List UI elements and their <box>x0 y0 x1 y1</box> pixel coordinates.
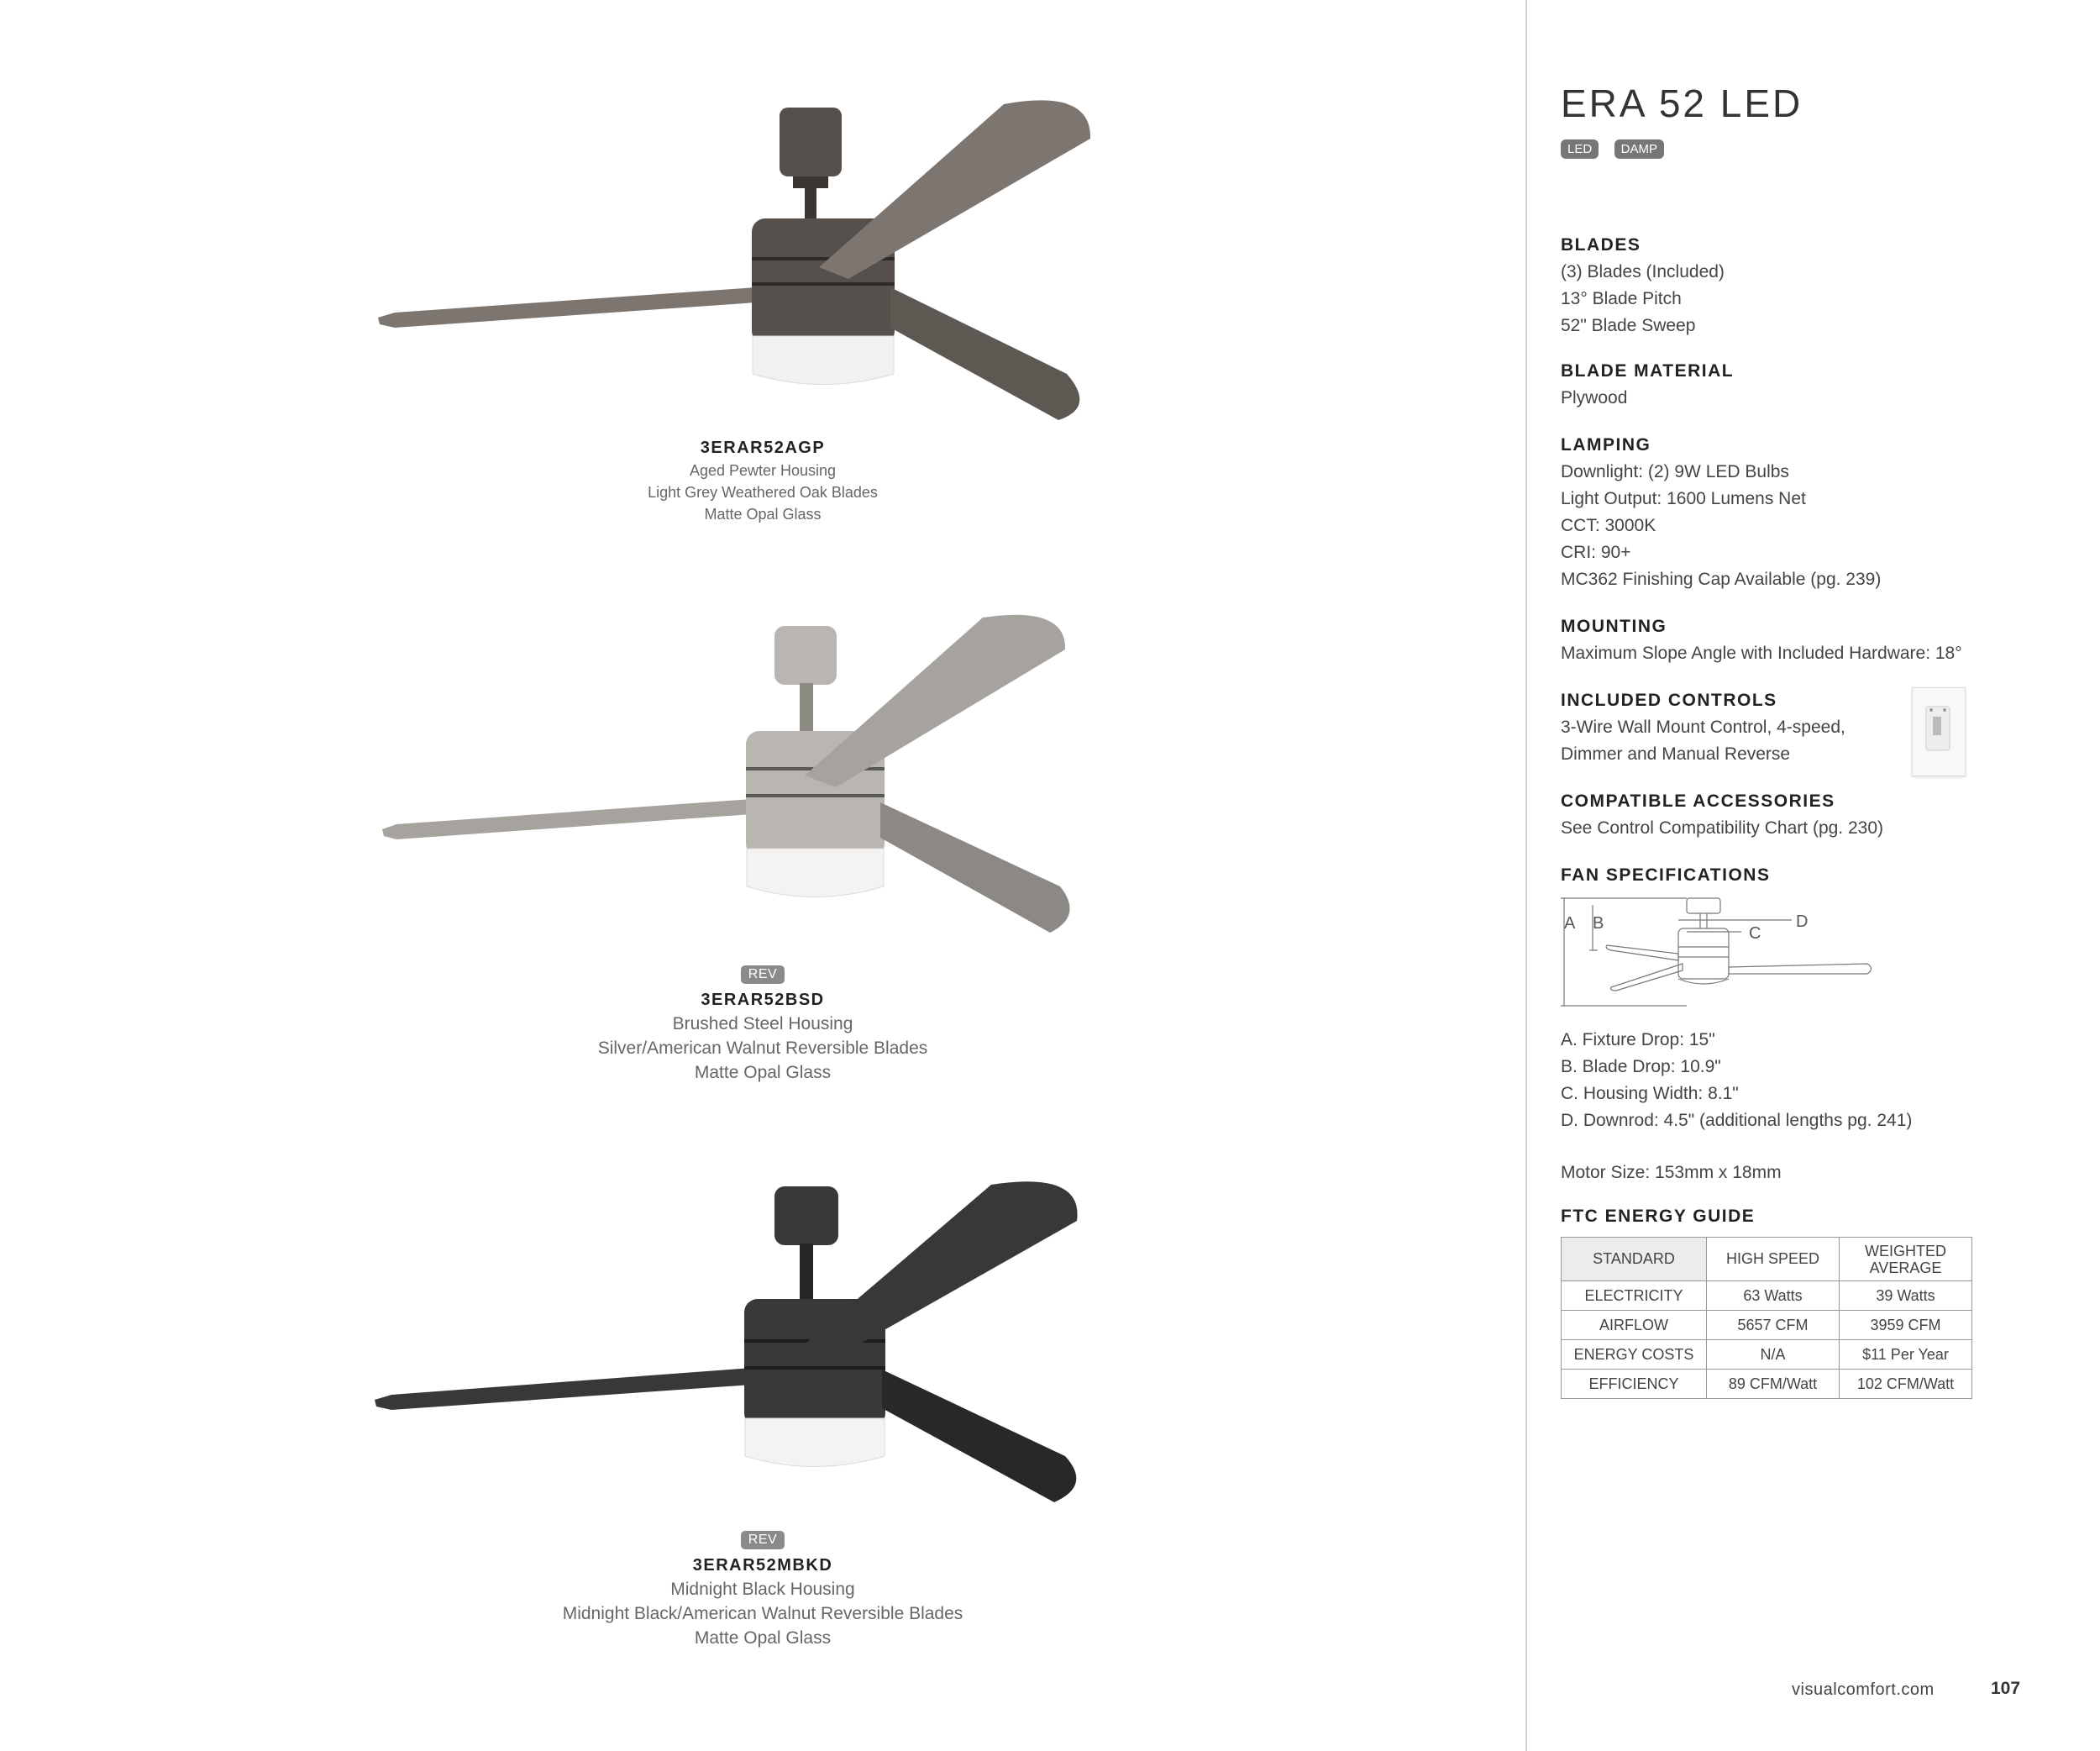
product-blades: Light Grey Weathered Oak Blades <box>648 484 878 501</box>
fan-blade-left <box>382 799 752 839</box>
fan-blade-upper-right <box>806 1181 1078 1356</box>
product-housing: Brushed Steel Housing <box>672 1014 853 1033</box>
product-blades: Silver/American Walnut Reversible Blades <box>597 1039 928 1058</box>
section-line: Dimmer and Manual Reverse <box>1561 744 1791 764</box>
header-weighted-average: WEIGHTED AVERAGE <box>1840 1238 1972 1281</box>
fan-blade-left <box>378 287 756 328</box>
fan-blade-left <box>375 1368 752 1410</box>
section-heading: INCLUDED CONTROLS <box>1561 691 1777 710</box>
section-line: See Control Compatibility Chart (pg. 230) <box>1561 818 1884 838</box>
dimension-list <box>1561 1027 2065 1134</box>
section-heading: COMPATIBLE ACCESSORIES <box>1561 791 1835 811</box>
product-caption <box>0 439 1525 525</box>
header-high-speed: HIGH SPEED <box>1707 1238 1840 1281</box>
motor-size-text: Motor Size: 153mm x 18mm <box>1561 1163 1782 1182</box>
product-housing: Midnight Black Housing <box>670 1580 855 1599</box>
fan-canopy <box>774 626 837 685</box>
fan-blade-lower-right <box>890 287 1079 420</box>
led-badge: LED <box>1561 139 1599 159</box>
section-line: MC362 Finishing Cap Available (pg. 239) <box>1561 570 1882 589</box>
section-line: 3-Wire Wall Mount Control, 4-speed, <box>1561 718 1845 737</box>
table-row <box>1562 1370 1972 1399</box>
table-cell: ELECTRICITY <box>1562 1281 1707 1311</box>
section-line: Light Output: 1600 Lumens Net <box>1561 489 1806 508</box>
wall-control-image <box>1912 687 1966 776</box>
wall-control-icon <box>1913 688 1965 776</box>
fan-light-glass <box>747 849 884 897</box>
section-line: Plywood <box>1561 388 1628 408</box>
table-cell: 102 CFM/Watt <box>1840 1370 1972 1399</box>
dim-label-a: A <box>1564 914 1576 933</box>
product-glass: Matte Opal Glass <box>694 1628 832 1648</box>
fan-image-midnight-black <box>0 1175 1525 1528</box>
table-cell: 5657 CFM <box>1707 1311 1840 1340</box>
section-energy-guide <box>1561 1207 2065 1230</box>
product-caption <box>0 1531 1525 1650</box>
section-heading: LAMPING <box>1561 435 1651 455</box>
fan-canopy <box>780 108 842 176</box>
section-compatible-accessories <box>1561 791 2065 842</box>
product-sku: 3ERAR52AGP <box>700 439 826 457</box>
section-line: Downlight: (2) 9W LED Bulbs <box>1561 462 1789 481</box>
table-cell: EFFICIENCY <box>1562 1370 1707 1399</box>
section-lamping <box>1561 435 2065 593</box>
product-aged-pewter <box>0 92 1525 529</box>
fan-canopy <box>774 1186 838 1245</box>
dim-label-d: D <box>1796 912 1809 931</box>
fan-image-brushed-steel <box>0 609 1525 962</box>
table-cell: 89 CFM/Watt <box>1707 1370 1840 1399</box>
fan-light-glass <box>753 336 894 385</box>
reversible-badge: REV <box>741 965 785 984</box>
section-blade-material <box>1561 361 2065 412</box>
section-included-controls <box>1561 691 2065 768</box>
section-line: CRI: 90+ <box>1561 543 1631 562</box>
table-row <box>1562 1281 1972 1311</box>
product-title: ERA 52 LED <box>1561 82 1803 125</box>
section-line: CCT: 3000K <box>1561 516 1656 535</box>
fan-blade-lower-right <box>880 802 1070 933</box>
product-blades: Midnight Black/American Walnut Reversible Blades <box>562 1604 963 1623</box>
product-sku: 3ERAR52MBKD <box>692 1556 833 1575</box>
table-cell: 3959 CFM <box>1840 1311 1972 1340</box>
page-number: 107 <box>1991 1679 2021 1698</box>
dim-label-c: C <box>1749 924 1761 943</box>
product-midnight-black <box>0 1175 1525 1679</box>
table-row <box>1562 1340 1972 1370</box>
table-cell: 39 Watts <box>1840 1281 1972 1311</box>
product-sku: 3ERAR52BSD <box>701 991 825 1009</box>
section-heading: BLADE MATERIAL <box>1561 361 1735 381</box>
table-cell: $11 Per Year <box>1840 1340 1972 1370</box>
product-glass: Matte Opal Glass <box>694 1063 832 1082</box>
section-line: 52" Blade Sweep <box>1561 316 1696 335</box>
section-blades <box>1561 235 2065 339</box>
section-heading: FTC ENERGY GUIDE <box>1561 1207 1756 1226</box>
dimension-a: A. Fixture Drop: 15" <box>1561 1030 1715 1049</box>
fan-dimension-diagram <box>1561 895 1888 1012</box>
reversible-badge: REV <box>741 1531 785 1549</box>
section-line: (3) Blades (Included) <box>1561 262 1725 281</box>
table-cell: ENERGY COSTS <box>1562 1340 1707 1370</box>
table-row <box>1562 1311 1972 1340</box>
product-glass: Matte Opal Glass <box>704 506 822 523</box>
fan-image-aged-pewter <box>0 92 1525 445</box>
section-heading: BLADES <box>1561 235 1641 255</box>
table-cell: N/A <box>1707 1340 1840 1370</box>
header-standard: STANDARD <box>1562 1238 1707 1281</box>
fan-light-glass <box>745 1418 885 1467</box>
section-heading: MOUNTING <box>1561 617 1667 636</box>
dimension-c: C. Housing Width: 8.1" <box>1561 1084 1739 1103</box>
product-brushed-steel <box>0 609 1525 1113</box>
energy-guide-table <box>1561 1237 1972 1399</box>
section-line: Maximum Slope Angle with Included Hardware: 18° <box>1561 644 1962 663</box>
section-heading: FAN SPECIFICATIONS <box>1561 865 1771 885</box>
dim-label-b: B <box>1593 914 1604 933</box>
table-header-row <box>1562 1238 1972 1281</box>
fan-blade-upper-right <box>819 100 1090 279</box>
product-caption <box>0 965 1525 1085</box>
table-cell: AIRFLOW <box>1562 1311 1707 1340</box>
damp-badge: DAMP <box>1614 139 1664 159</box>
fan-blade-lower-right <box>882 1370 1076 1502</box>
fan-blade-upper-right <box>805 615 1065 787</box>
footer-website: visualcomfort.com <box>1792 1680 1935 1699</box>
section-line: 13° Blade Pitch <box>1561 289 1682 308</box>
badge-row <box>1561 139 1676 159</box>
motor-size <box>1561 1159 2065 1186</box>
section-mounting <box>1561 617 2065 667</box>
section-fan-specifications <box>1561 865 2065 889</box>
product-housing: Aged Pewter Housing <box>689 462 837 479</box>
table-cell: 63 Watts <box>1707 1281 1840 1311</box>
column-divider <box>1525 0 1527 1751</box>
dimension-d: D. Downrod: 4.5" (additional lengths pg. 241) <box>1561 1111 1913 1130</box>
dimension-b: B. Blade Drop: 10.9" <box>1561 1057 1721 1076</box>
